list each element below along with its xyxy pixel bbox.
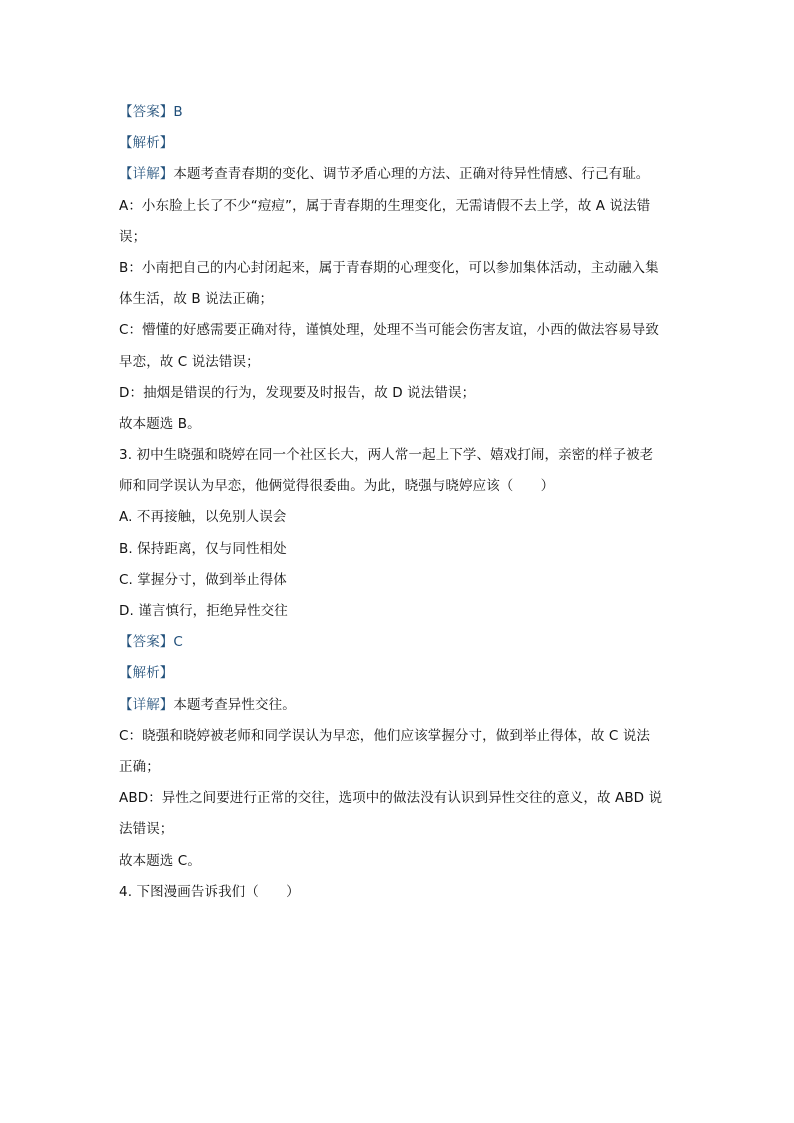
text-line-opt-c-1 [119,315,679,346]
text-line-analysis-2 [119,658,679,689]
line-text: A：小东脸上长了不少“痘痘”，属于青春期的生理变化，无需请假不去上学，故 A 说法错 [119,197,651,214]
line-text: 体生活，故 B 说法正确； [119,291,274,308]
line-text: 故本题选 C。 [119,852,201,869]
line-text: 3. 初中生晓强和晓婷在同一个社区长大，两人常一起上下学、嬉戏打闹，亲密的样子被老 [119,447,654,464]
text-line-q3-expl-c-2 [119,752,679,783]
text-line-q3-opt-b [119,534,679,565]
section-tag: 【解析】 [119,665,174,682]
text-line-opt-c-2 [119,347,679,378]
section-tag: 【解析】 [119,135,174,152]
line-text: 法错误； [119,821,174,838]
line-text: 正确； [119,758,160,775]
line-text: 师和同学误认为早恋，他俩觉得很委曲。为此，晓强与晓婷应该（ ） [119,478,555,495]
line-text: C：懵懂的好感需要正确对待，谨慎处理，处理不当可能会伤害友谊，小西的做法容易导致 [119,322,659,339]
text-line-opt-d-1 [119,378,679,409]
section-tag: 【答案】B [119,104,183,120]
line-text: 早恋，故 C 说法错误； [119,353,260,370]
text-line-q3-opt-c [119,565,679,596]
line-text: A. 不再接触，以免别人误会 [119,509,287,526]
text-line-detail-2 [119,690,679,721]
text-line-q3-2 [119,471,679,502]
text-line-q3-opt-d [119,596,679,627]
section-tag: 【答案】C [119,634,183,651]
text-line-opt-a-2 [119,222,679,253]
text-line-opt-b-1 [119,253,679,284]
text-line-conclusion-1 [119,409,679,440]
text-line-q4-1 [119,877,679,908]
line-text: 故本题选 B。 [119,415,201,432]
line-text: C. 掌握分寸，做到举止得体 [119,571,287,588]
line-text: ABD：异性之间要进行正常的交往，选项中的做法没有认识到异性交往的意义，故 ABD 说 [119,790,663,807]
line-text: 4. 下图漫画告诉我们（ ） [119,883,300,900]
text-line-detail-1 [119,159,679,190]
line-text: B. 保持距离，仅与同性相处 [119,540,287,557]
text-line-answer-2 [119,627,679,658]
text-line-q3-opt-a [119,502,679,533]
line-text: 本题考查异性交往。 [173,696,296,713]
text-line-q3-expl-abd-2 [119,814,679,845]
line-text: 本题考查青春期的变化、调节矛盾心理的方法、正确对待异性情感、行己有耻。 [173,166,650,183]
line-text: 误； [119,228,147,245]
section-tag: 【详解】 [119,696,174,713]
text-line-analysis-1 [119,128,679,159]
text-line-answer-1 [119,97,679,128]
line-text: B：小南把自己的内心封闭起来，属于青春期的心理变化，可以参加集体活动，主动融入集 [119,259,659,276]
text-line-conclusion-2 [119,846,679,877]
text-line-q3-expl-abd-1 [119,783,679,814]
section-tag: 【详解】 [119,166,174,183]
text-line-opt-a-1 [119,191,679,222]
line-text: D. 谨言慎行，拒绝异性交往 [119,603,288,619]
document-body [119,97,679,908]
text-line-q3-1 [119,440,679,471]
text-line-q3-expl-c-1 [119,721,679,752]
text-line-opt-b-2 [119,284,679,315]
line-text: C：晓强和晓婷被老师和同学误认为早恋，他们应该掌握分寸，做到举止得体，故 C 说法 [119,727,651,744]
line-text: D：抽烟是错误的行为，发现要及时报告，故 D 说法错误； [119,384,476,401]
